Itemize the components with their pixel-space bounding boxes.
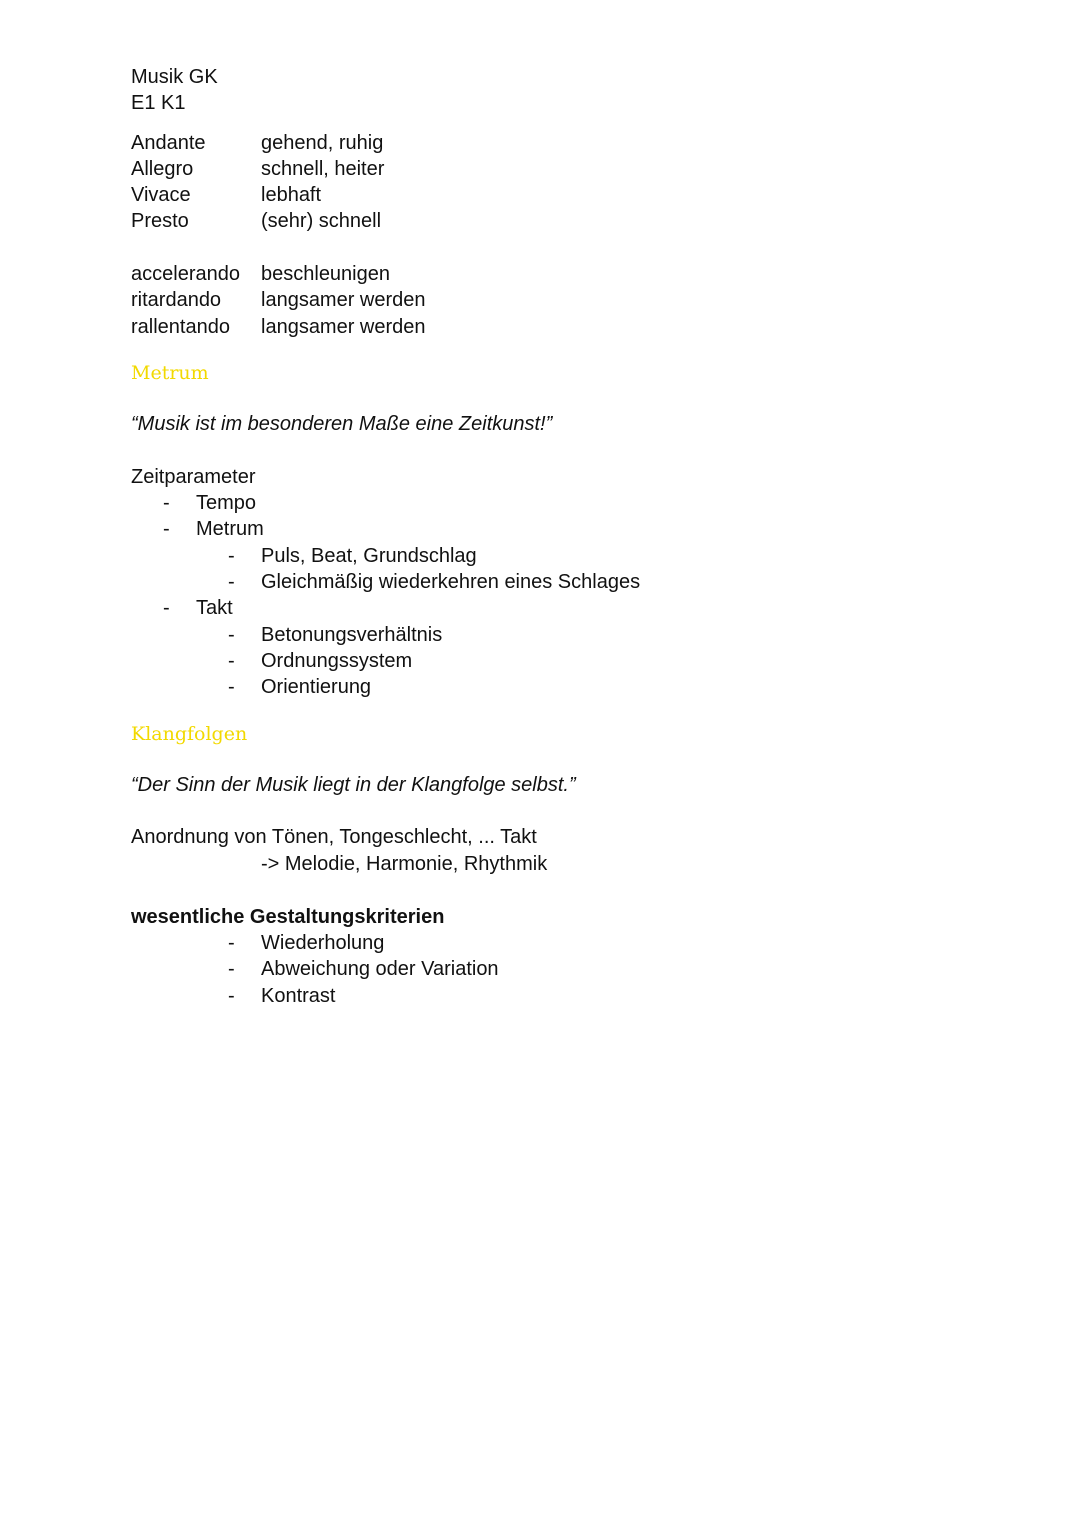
bullet-dash: - — [163, 597, 170, 619]
tempo-meaning: lebhaft — [261, 184, 322, 206]
sub-list-item-label: Orientierung — [261, 676, 372, 698]
bullet-dash: - — [163, 492, 170, 514]
sub-list-item-label: Puls, Beat, Grundschlag — [261, 545, 477, 567]
bullet-dash: - — [228, 624, 235, 646]
criteria-item — [228, 930, 384, 956]
list-item — [163, 516, 264, 542]
bullet-dash: - — [228, 958, 235, 980]
tempo-term: Andante — [131, 132, 206, 154]
klangfolgen-quote: “Der Sinn der Musik liegt in der Klangfolge selbst.” — [131, 774, 576, 796]
sub-list-item — [228, 622, 442, 648]
sub-list-item-label: Gleichmäßig wiederkehren eines Schlages — [261, 571, 641, 593]
criteria-item — [228, 983, 335, 1009]
sub-list-item — [228, 674, 371, 700]
tempo-meaning: schnell, heiter — [261, 158, 385, 180]
unit-label: E1 K1 — [131, 92, 186, 114]
bullet-dash: - — [228, 545, 235, 567]
tempo-meaning: (sehr) schnell — [261, 210, 382, 232]
sub-list-item — [228, 543, 477, 569]
tempo-term: Presto — [131, 210, 189, 232]
bullet-dash: - — [228, 985, 235, 1007]
tempo-change-meaning: beschleunigen — [261, 263, 390, 285]
tempo-change-term: rallentando — [131, 316, 230, 338]
metrum-quote: “Musik ist im besonderen Maße eine Zeitkunst!” — [131, 413, 553, 435]
tempo-change-meaning: langsamer werden — [261, 289, 426, 311]
bullet-dash: - — [163, 518, 170, 540]
tempo-term: Vivace — [131, 184, 191, 206]
list-item — [163, 595, 233, 621]
bullet-dash: - — [228, 676, 235, 698]
bullet-dash: - — [228, 571, 235, 593]
sub-list-item-label: Ordnungssystem — [261, 650, 413, 672]
sub-list-item — [228, 569, 640, 595]
zeitparameter-title: Zeitparameter — [131, 466, 256, 488]
anordnung-line: Anordnung von Tönen, Tongeschlecht, ... Takt — [131, 826, 537, 848]
tempo-change-meaning: langsamer werden — [261, 316, 426, 338]
sub-list-item-label: Betonungsverhältnis — [261, 624, 443, 646]
list-item-label: Takt — [196, 597, 233, 619]
criteria-title: wesentliche Gestaltungskriterien — [131, 906, 445, 928]
list-item-label: Metrum — [196, 518, 264, 540]
metrum-heading: Metrum — [131, 362, 209, 384]
bullet-dash: - — [228, 932, 235, 954]
course-title: Musik GK — [131, 66, 218, 88]
tempo-meaning: gehend, ruhig — [261, 132, 384, 154]
arrow-line: -> Melodie, Harmonie, Rhythmik — [261, 853, 548, 875]
criteria-item — [228, 956, 499, 982]
sub-list-item — [228, 648, 412, 674]
tempo-change-term: ritardando — [131, 289, 222, 311]
tempo-change-term: accelerando — [131, 263, 240, 285]
bullet-dash: - — [228, 650, 235, 672]
tempo-term: Allegro — [131, 158, 194, 180]
criteria-item-label: Kontrast — [261, 985, 336, 1007]
criteria-item-label: Abweichung oder Variation — [261, 958, 499, 980]
list-item-label: Tempo — [196, 492, 257, 514]
klangfolgen-heading: Klangfolgen — [131, 723, 248, 745]
criteria-item-label: Wiederholung — [261, 932, 385, 954]
list-item — [163, 490, 256, 516]
